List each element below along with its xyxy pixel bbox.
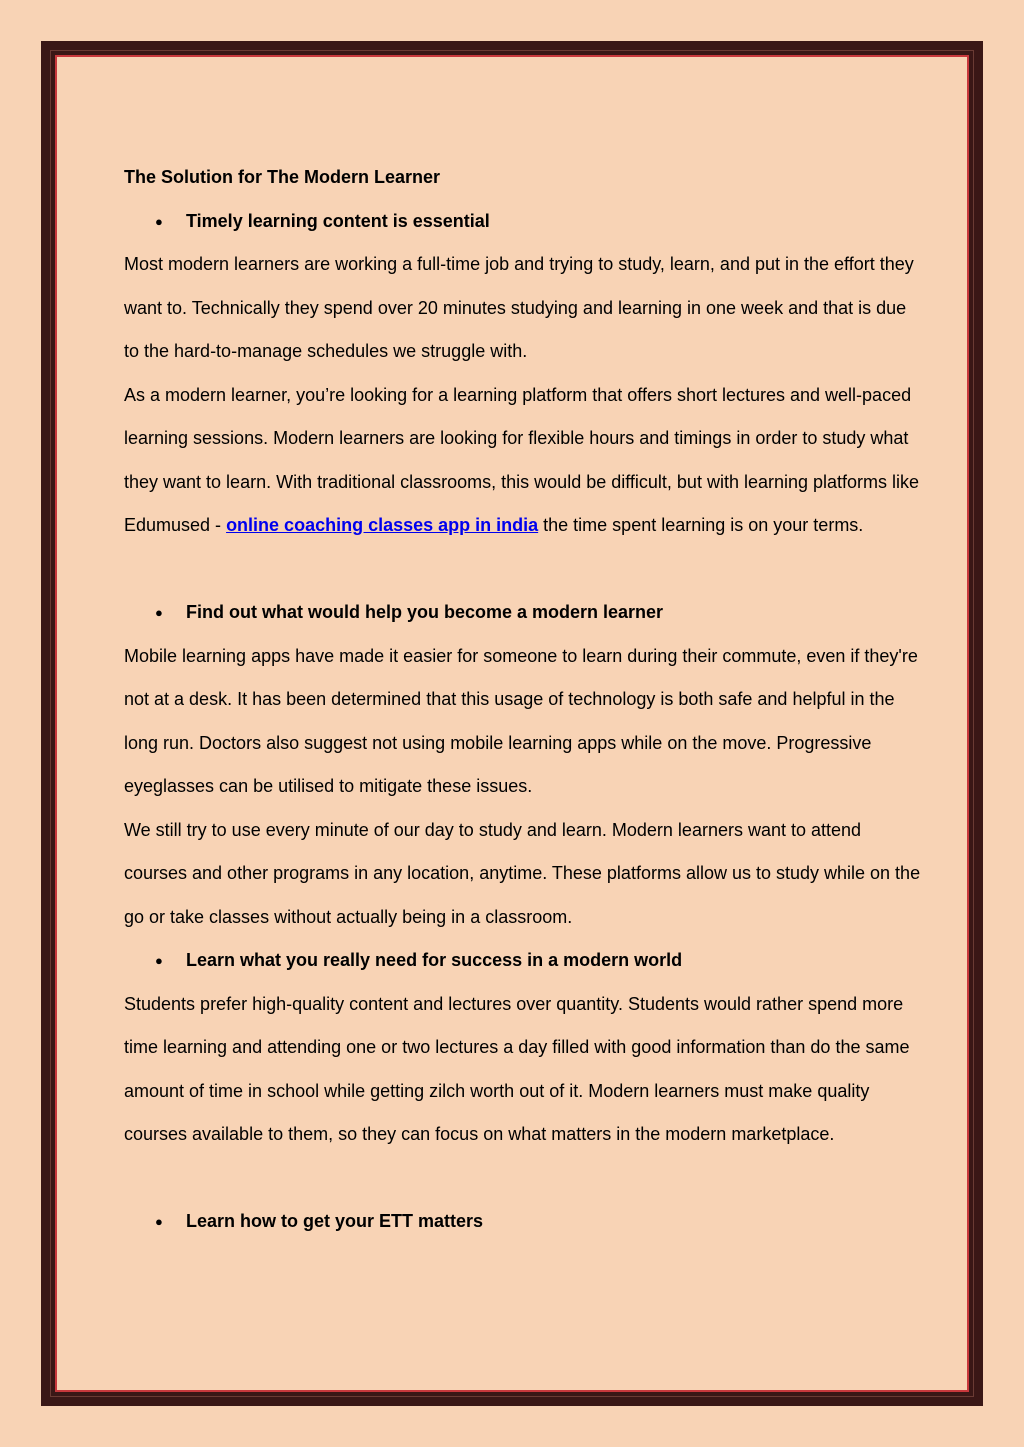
bullet-icon: ● — [155, 953, 163, 968]
bullet-heading-3 — [124, 939, 924, 983]
bullet-icon: ● — [155, 605, 163, 620]
paragraph-text: the time spent learning is on your terms. — [538, 515, 864, 535]
paragraph-with-link — [124, 374, 924, 548]
bullet-heading-text: Learn what you really need for success in a modern world — [186, 950, 683, 970]
bullet-icon: ● — [155, 213, 163, 229]
bullet-heading-text: Learn how to get your ETT matters — [186, 1211, 484, 1231]
bullet-icon: ● — [155, 1214, 163, 1229]
bullet-heading-4 — [124, 1200, 924, 1244]
bullet-heading-text: Timely learning content is essential — [186, 210, 490, 231]
coaching-app-link[interactable]: online coaching classes app in india — [226, 515, 539, 535]
paragraph: Most modern learners are working a full-time job and trying to study, learn, and put in the effort they want to. Technically they spend over 20 minutes studying and learning in one week and that is due to the hard-to-manage schedules we struggle with. — [124, 254, 914, 361]
paragraph: Students prefer high-quality content and lectures over quantity. Students would rather spend more time learning and attending one or two lectures a day filled with good information than do the same amount of time in school while getting zilch worth out of it. Modern learners must make quality courses available to them, so they can focus on what matters in the modern marketplace. — [124, 993, 910, 1144]
bullet-heading-1 — [124, 200, 924, 244]
paragraph: Mobile learning apps have made it easier for someone to learn during their commute, even if they're not at a desk. It has been determined that this usage of technology is both safe and helpful in the long run. Doctors also suggest not using mobile learning apps while on the move. Progressive eyeglasses can be utilised to mitigate these issues. — [124, 645, 918, 796]
bullet-heading-2 — [124, 591, 924, 635]
spacer — [124, 1157, 924, 1201]
bullet-heading-text: Find out what would help you become a modern learner — [186, 602, 664, 622]
document-body — [124, 156, 924, 1244]
spacer — [124, 548, 924, 592]
document-title: The Solution for The Modern Learner — [124, 167, 441, 187]
paragraph: We still try to use every minute of our day to study and learn. Modern learners want to attend courses and other programs in any location, anytime. These platforms allow us to study while on the go or take classes without actually being in a classroom. — [124, 819, 921, 927]
paragraph-text: As a modern learner, you’re looking for a learning platform that offers short lectures and well-paced learning sessions. Modern learners are looking for flexible hours and timings in order to study what they want to learn. With traditional classrooms, this would be difficult, but with learning platforms like Edumused - — [124, 384, 920, 535]
